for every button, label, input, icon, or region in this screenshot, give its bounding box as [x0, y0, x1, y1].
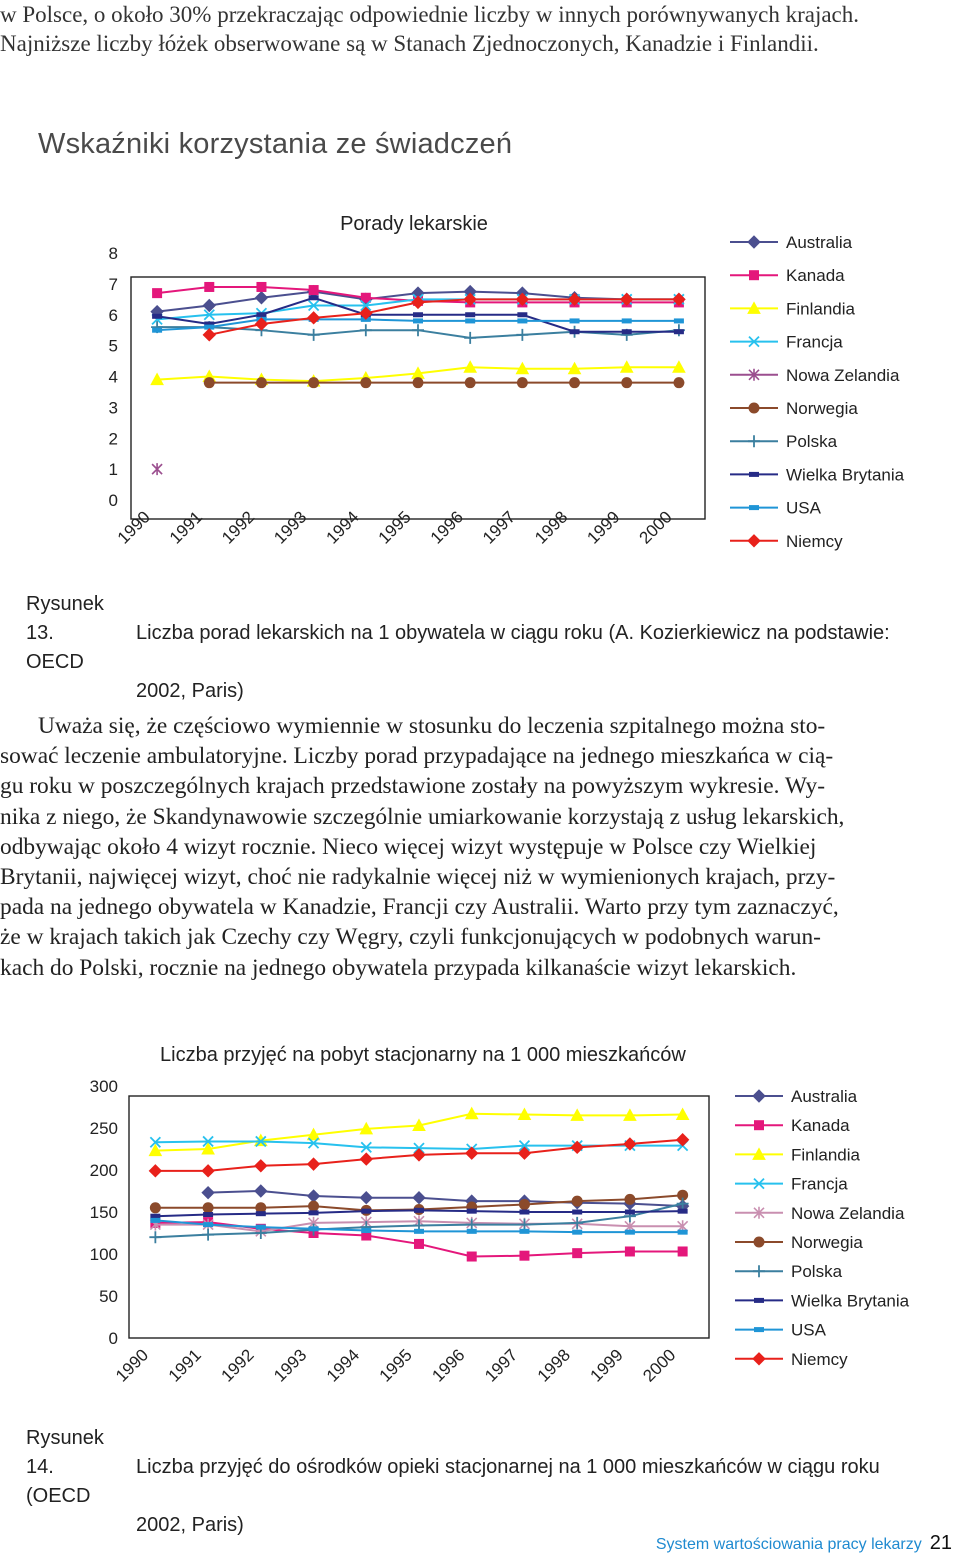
data-point [517, 318, 527, 323]
y-tick-label: 2 [108, 429, 118, 449]
data-point [308, 1190, 320, 1202]
legend-entry [730, 333, 843, 352]
paragraph-line: że w krajach takich jak Czechy czy Węgry, czyli funkcjonujących w podobnych warun- [0, 924, 821, 951]
data-point [256, 282, 266, 292]
legend-entry [735, 1204, 905, 1223]
data-point [308, 312, 320, 324]
data-point [516, 329, 528, 341]
y-tick-label: 5 [108, 336, 118, 356]
legend-entry [730, 266, 845, 285]
legend-entry [730, 432, 838, 451]
data-point [203, 1202, 214, 1213]
x-tick-label: 1999 [583, 507, 624, 548]
legend-label: USA [786, 498, 821, 518]
legend-entry [730, 465, 905, 484]
x-tick-label: 1997 [479, 507, 520, 548]
legend-entry [735, 1175, 848, 1194]
legend-entry [735, 1087, 858, 1106]
data-point [625, 1210, 635, 1215]
data-point [678, 1230, 688, 1235]
data-point [360, 324, 372, 336]
data-point [308, 1158, 320, 1170]
data-point [466, 1219, 478, 1231]
legend-entry [735, 1321, 827, 1340]
caption-text-line-1: Liczba przyjęć do ośrodków opieki stacjonarnej na 1 000 mieszkańców w ciągu roku (OECD [26, 1456, 880, 1507]
data-point [309, 295, 319, 300]
y-tick-label: 3 [108, 398, 118, 418]
x-tick-label: 1998 [533, 1345, 575, 1386]
data-point [202, 1229, 214, 1241]
legend-entry [735, 1116, 850, 1135]
legend-label: Finlandia [786, 299, 855, 319]
top-line-1: w Polsce, o około 30% przekraczając odpowiednie liczby w innych porównywanych krajach. [0, 2, 860, 27]
data-point [152, 328, 162, 333]
x-tick-label: 1990 [112, 1345, 153, 1386]
y-tick-label: 300 [89, 1077, 118, 1096]
legend-label: Finlandia [791, 1145, 860, 1165]
x-tick-label: 1994 [322, 1345, 364, 1386]
x-tick-label: 1990 [113, 507, 154, 548]
data-point [678, 1209, 688, 1214]
x-tick-label: 1995 [375, 1345, 416, 1386]
data-point [572, 1196, 583, 1207]
data-point [360, 1192, 372, 1204]
top-text [0, 0, 958, 58]
data-point [467, 1229, 477, 1234]
data-point [152, 314, 162, 319]
legend-label: Nowa Zelandia [786, 365, 900, 385]
legend-entry [735, 1350, 848, 1369]
legend-entry [735, 1145, 861, 1164]
x-tick-label: 1993 [270, 1345, 311, 1386]
y-tick-label: 4 [108, 367, 118, 387]
data-point [621, 377, 632, 388]
x-tick-label: 2000 [635, 507, 676, 548]
x-tick-label: 1991 [164, 1345, 205, 1386]
legend-label: Nowa Zelandia [791, 1203, 905, 1223]
data-point [572, 1230, 582, 1235]
data-point [412, 324, 424, 336]
data-point [256, 1225, 266, 1230]
y-tick-label: 0 [108, 491, 118, 510]
legend-marker [753, 1353, 765, 1365]
data-point [309, 285, 319, 295]
data-point [309, 1210, 319, 1215]
data-point [308, 1201, 319, 1212]
data-point [571, 1141, 583, 1153]
x-tick-label: 1995 [374, 507, 415, 548]
data-point [150, 1202, 161, 1213]
paragraph-line: sować leczenie ambulatoryjne. Liczby porad przypadające na jednego mieszkańca w cią- [0, 743, 834, 770]
top-line-2: Najniższe liczby łóżek obserwowane są w Stanach Zjednoczonych, Kanadzie i Finlandii. [0, 31, 819, 56]
legend-marker [748, 535, 760, 547]
data-point [203, 329, 215, 341]
data-point [622, 318, 632, 323]
x-tick-label: 1996 [426, 507, 468, 548]
legend-marker [749, 505, 759, 510]
y-tick-label: 8 [108, 244, 118, 263]
data-point [308, 329, 320, 341]
data-point [519, 1199, 530, 1210]
data-point [625, 1230, 635, 1235]
data-point [203, 1212, 213, 1217]
legend-label: Niemcy [786, 531, 843, 551]
data-point [414, 1208, 424, 1213]
legend-marker [754, 1298, 764, 1303]
legend-label: Kanada [791, 1116, 850, 1136]
legend-label: Norwegia [791, 1233, 863, 1252]
y-tick-label: 7 [108, 274, 118, 294]
x-tick-label: 2000 [639, 1345, 680, 1386]
legend-marker [748, 435, 760, 447]
x-tick-label: 1997 [481, 1345, 522, 1386]
data-point [360, 1153, 372, 1165]
series-norwegia [204, 377, 685, 388]
data-point [465, 377, 476, 388]
chart-przyjecia-stacjonarne [0, 1030, 960, 1400]
paragraph-line: kach do Polski, rocznie na jednego obywatela przypada kilkanaście wizyt lekarskich. [0, 954, 797, 981]
legend-marker [749, 403, 760, 414]
data-point [465, 318, 475, 323]
y-tick-label: 50 [99, 1287, 118, 1306]
caption-text-line-2: 2002, Paris) [136, 1514, 244, 1536]
caption-label: Rysunek 13. [26, 593, 104, 644]
x-tick-label: 1992 [217, 1345, 258, 1386]
x-tick-label: 1991 [165, 507, 207, 548]
data-point [361, 1228, 371, 1233]
data-point [624, 1138, 636, 1150]
paragraph-line: nika z niego, że Skandynawowie szczególnie umiarkowanie korzystają z usług lekarskich, [0, 803, 845, 830]
legend-marker [749, 270, 759, 280]
data-point [149, 1231, 161, 1243]
footer-title: System wartościowania pracy lekarzy [655, 1536, 922, 1553]
y-tick-label: 100 [89, 1245, 118, 1264]
legend-marker [753, 1265, 765, 1277]
series-nowa-zelandia [152, 463, 162, 475]
paragraph-line: Brytanii, najwięcej wizyt, choć nie radykalnie więcej niż w wymienionych krajach, przy- [0, 864, 836, 891]
data-point [677, 1134, 689, 1146]
legend-label: Norwegia [786, 399, 858, 418]
y-tick-label: 1 [108, 460, 118, 480]
data-point [204, 282, 214, 292]
data-point [569, 377, 580, 388]
x-tick-label: 1993 [270, 507, 311, 548]
data-point [519, 1251, 529, 1261]
section-title: Wskaźniki korzystania ze świadczeń [38, 128, 513, 160]
x-tick-label: 1999 [586, 1345, 627, 1386]
y-tick-label: 6 [108, 305, 118, 325]
data-point [149, 1165, 161, 1177]
data-point [570, 329, 580, 334]
legend-entry [730, 233, 853, 252]
data-point [622, 329, 632, 334]
data-point [413, 377, 424, 388]
legend-label: Wielka Brytania [786, 465, 905, 485]
legend-label: Polska [791, 1262, 843, 1282]
x-tick-label: 1996 [428, 1345, 469, 1386]
legend-label: Francja [786, 332, 843, 352]
data-point [256, 377, 267, 388]
data-point [152, 463, 162, 475]
data-point [308, 377, 319, 388]
legend-label: Kanada [786, 266, 845, 286]
data-point [413, 1149, 425, 1161]
data-point [673, 377, 684, 388]
series-niemcy [149, 1134, 688, 1177]
paragraph-line: odbywając około 4 wizyt rocznie. Nieco więcej wizyt występuje w Polsce czy Wielkiej [0, 833, 817, 860]
data-point [256, 312, 266, 317]
chart-title: Liczba przyjęć na pobyt stacjonarny na 1 000 mieszkańców [160, 1044, 686, 1066]
caption-text-line-1: Liczba porad lekarskich na 1 obywatela w ciągu roku (A. Kozierkiewicz na podstawie: OECD [26, 622, 890, 673]
data-point [361, 1209, 371, 1214]
data-point [202, 1165, 214, 1177]
body-paragraph [0, 711, 960, 983]
data-point [203, 1222, 213, 1227]
data-point [517, 377, 528, 388]
data-point [678, 1246, 688, 1256]
data-point [414, 1229, 424, 1234]
data-point [625, 1246, 635, 1256]
data-point [464, 332, 476, 344]
data-point [413, 1192, 425, 1204]
data-point [413, 312, 423, 317]
caption-text-line-2: 2002, Paris) [136, 680, 244, 702]
legend-label: Australia [786, 233, 853, 252]
data-point [465, 312, 475, 317]
figure-caption-14 [26, 1424, 936, 1540]
data-point [413, 318, 423, 323]
data-point [152, 288, 162, 298]
legend-entry [735, 1262, 843, 1281]
data-point [674, 329, 684, 334]
legend-entry [730, 499, 822, 518]
legend-label: Wielka Brytania [791, 1291, 910, 1311]
x-tick-label: 1998 [531, 507, 572, 548]
series-line [209, 299, 679, 335]
caption-label: Rysunek 14. [26, 1427, 104, 1478]
data-point [517, 312, 527, 317]
paragraph-line: Uważa się, że częściowo wymiennie w stosunku do leczenia szpitalnego można sto- [38, 713, 826, 739]
legend-entry [735, 1291, 910, 1310]
data-point [414, 1239, 424, 1249]
data-point [572, 1210, 582, 1215]
figure-caption-13 [26, 590, 936, 706]
x-tick-label: 1992 [218, 507, 259, 548]
data-point [467, 1252, 477, 1262]
series-line [208, 1191, 683, 1206]
y-tick-label: 0 [108, 1329, 118, 1348]
x-tick-label: 1994 [322, 507, 363, 548]
data-point [570, 318, 580, 323]
legend-label: Niemcy [791, 1349, 848, 1369]
data-point [519, 1229, 529, 1234]
y-tick-label: 250 [89, 1119, 118, 1138]
data-point [255, 292, 267, 304]
legend-entry [730, 532, 843, 551]
data-point [674, 318, 684, 323]
legend-marker [749, 472, 759, 477]
legend-entry [730, 299, 856, 318]
y-tick-label: 200 [89, 1161, 118, 1180]
data-point [624, 1194, 635, 1205]
data-point [150, 1218, 160, 1223]
paragraph-line: pada na jednego obywatela w Kanadzie, Francji czy Australii. Warto przy tym zaznaczyć, [0, 894, 839, 921]
legend-entry [730, 366, 900, 385]
data-point [256, 1211, 266, 1216]
legend-marker [748, 236, 760, 248]
data-point [360, 377, 371, 388]
data-point [204, 377, 215, 388]
data-point [255, 1160, 267, 1172]
paragraph-line: gu roku w poszczególnych krajach przedstawione zostały na powyższym wykresie. Wy- [0, 773, 826, 800]
data-point [202, 1187, 214, 1199]
legend-marker [753, 1090, 765, 1102]
chart-porady-lekarskie [0, 200, 960, 570]
data-point [519, 1210, 529, 1215]
chart-title: Porady lekarskie [340, 213, 488, 235]
legend-entry [730, 399, 858, 418]
page-number: 21 [929, 1532, 952, 1554]
page-footer [656, 1532, 952, 1555]
legend-label: Polska [786, 432, 838, 452]
legend-entry [735, 1233, 863, 1252]
legend-marker [754, 1327, 764, 1332]
data-point [309, 1226, 319, 1231]
legend-marker [754, 1120, 764, 1130]
data-point [572, 1248, 582, 1258]
legend-label: Francja [791, 1174, 848, 1194]
legend-label: Australia [791, 1087, 858, 1106]
data-point [467, 1209, 477, 1214]
legend-label: USA [791, 1320, 826, 1340]
data-point [255, 1185, 267, 1197]
y-tick-label: 150 [89, 1203, 118, 1222]
legend-marker [754, 1237, 765, 1248]
